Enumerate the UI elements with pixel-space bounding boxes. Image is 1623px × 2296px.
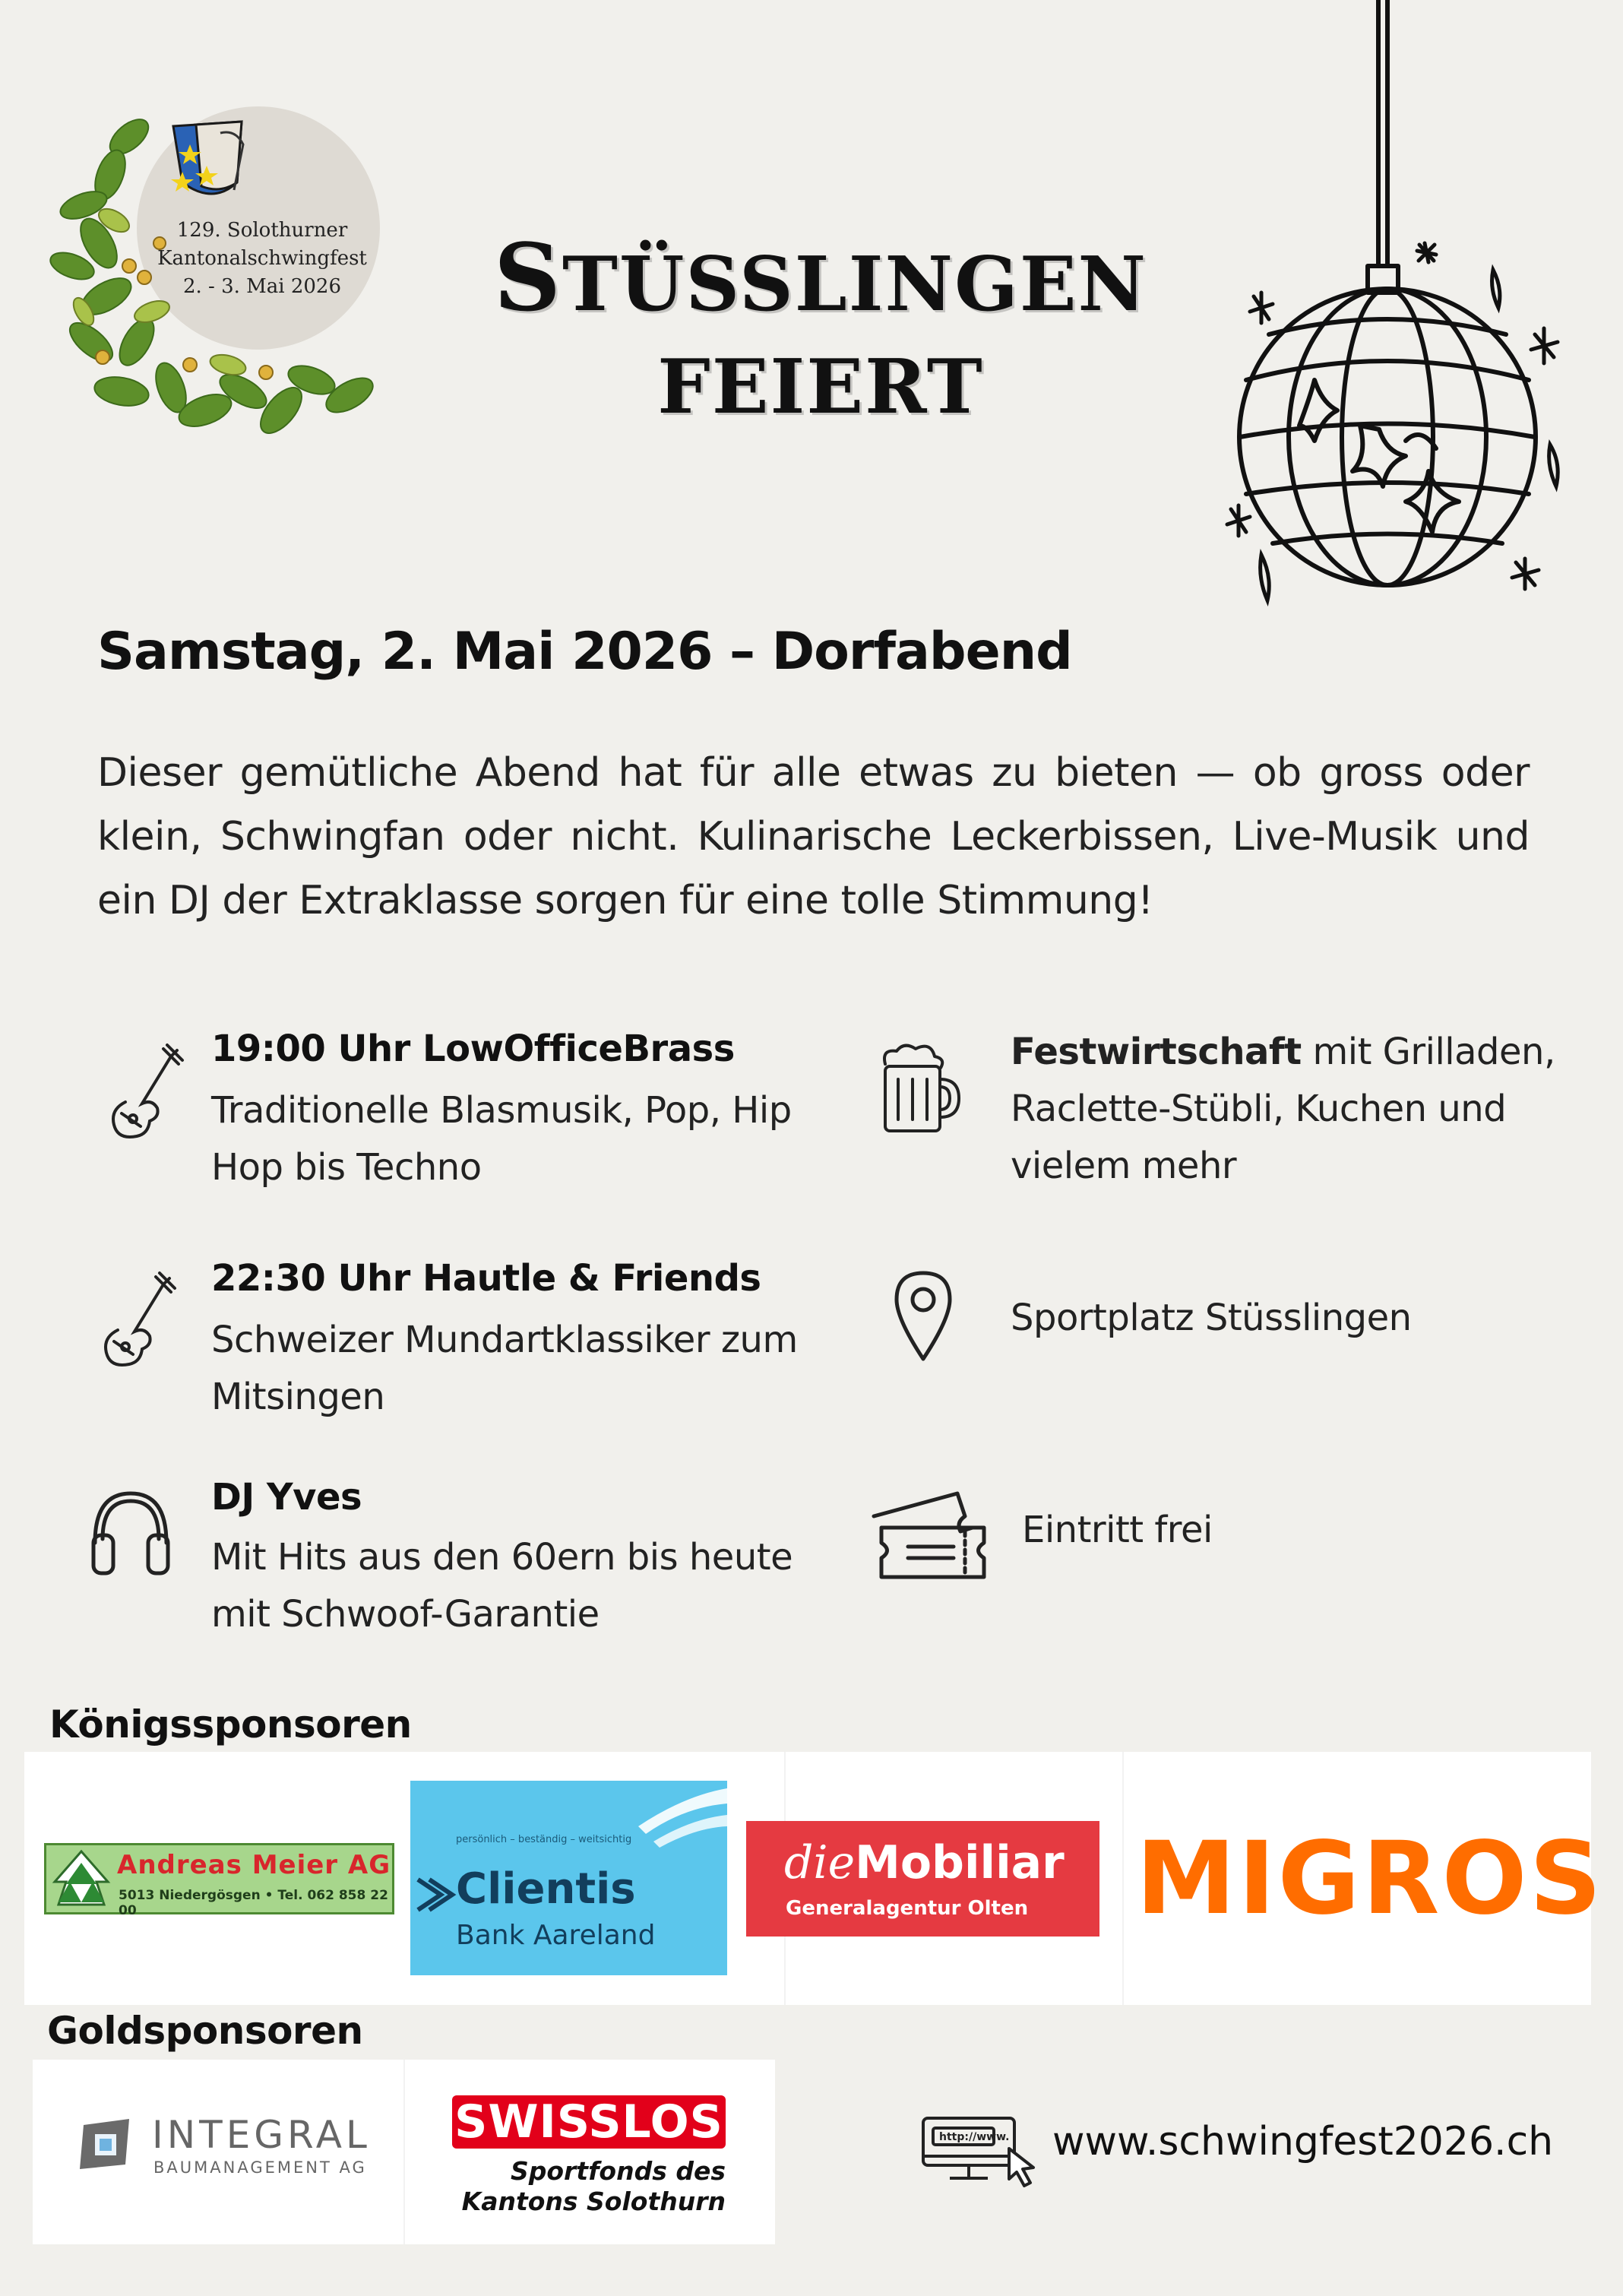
sponsor-andreas-meier[interactable]: [44, 1843, 394, 1918]
program-1-line-1: Traditionelle Blasmusik, Pop, Hip: [211, 1089, 792, 1132]
headphones-icon: [87, 1486, 175, 1577]
program-1-description: [211, 1082, 792, 1196]
program-1-line-2: Hop bis Techno: [211, 1146, 482, 1189]
emblem-line-2: Kantonalschwingfest: [157, 247, 367, 270]
guitar-icon: [103, 1041, 186, 1144]
program-3-description: [211, 1529, 793, 1643]
sponsor-mobiliar[interactable]: [746, 1821, 1099, 1937]
emblem-text: [152, 217, 372, 301]
program-2-line-2: Mitsingen: [211, 1376, 385, 1418]
sponsor-clientis-tagline: persönlich – beständig – weitsichtig: [456, 1834, 632, 1845]
sponsor-swisslos-line-1: Sportfonds des: [510, 2156, 726, 2186]
program-2-line-1: Schweizer Mundartklassiker zum: [211, 1319, 798, 1361]
sponsor-andreas-meier-address: 5013 Niedergösgen • Tel. 062 858 22 00: [119, 1888, 388, 1918]
goldsponsoren-label: Goldsponsoren: [47, 2009, 363, 2053]
location-pin-icon: [893, 1269, 954, 1364]
event-description: Dieser gemütliche Abend hat für alle etwas zu bieten — ob gross oder klein, Schwingfan oder nicht. Kulinarische Leckerbissen, Live-Musik und ein DJ der Extraklasse sorgen für eine tolle Stimmung!: [97, 750, 1530, 923]
sponsor-clientis[interactable]: [410, 1781, 727, 1975]
goldsponsoren-panel: [33, 2060, 775, 2244]
ticket-icon: [866, 1486, 992, 1585]
website-icon: [919, 2114, 1041, 2190]
location-text: Sportplatz Stüsslingen: [1011, 1297, 1412, 1339]
sponsor-migros[interactable]: MIGROS: [1136, 1820, 1604, 1937]
website-url[interactable]: www.schwingfest2026.ch: [1052, 2119, 1554, 2165]
guitar-icon: [95, 1269, 179, 1372]
emblem-line-1: 129. Solothurner: [176, 219, 348, 242]
program-3-line-2: mit Schwoof-Garantie: [211, 1593, 600, 1636]
koenigssponsoren-label: Königssponsoren: [49, 1702, 412, 1747]
food-info-line-2: Raclette-Stübli, Kuchen und: [1011, 1088, 1507, 1130]
sponsor-mobiliar-sub: Generalagentur Olten: [786, 1897, 1029, 1920]
title-line-2: FEIERT: [657, 344, 984, 431]
sponsor-clientis-name: Clientis: [456, 1864, 636, 1914]
sponsor-swisslos-line-2: Kantons Solothurn: [461, 2187, 726, 2216]
page-title: [426, 223, 1216, 441]
emblem-line-3: 2. - 3. Mai 2026: [182, 275, 342, 298]
website-icon-text: http://www.: [939, 2131, 1010, 2143]
title-initial: S: [493, 223, 563, 332]
title-line-1: TÜSSLINGEN: [562, 241, 1148, 328]
food-info: [1011, 1024, 1555, 1195]
sponsor-integral-name: INTEGRAL: [152, 2113, 371, 2157]
sponsor-integral-sub: BAUMANAGEMENT AG: [153, 2158, 367, 2177]
food-info-rest: mit Grilladen,: [1301, 1031, 1555, 1073]
food-info-bold: Festwirtschaft: [1011, 1031, 1302, 1073]
beer-mug-icon: [874, 1037, 965, 1136]
integral-logo-icon: [80, 2117, 133, 2171]
sponsor-clientis-sub: Bank Aareland: [456, 1920, 656, 1951]
sponsor-swisslos-name: SWISSLOS: [452, 2095, 726, 2149]
sponsor-mobiliar-name: Mobiliar: [855, 1836, 1065, 1889]
program-2-title: 22:30 Uhr Hautle & Friends: [211, 1257, 761, 1300]
entry-text: Eintritt frei: [1022, 1509, 1213, 1551]
sponsor-andreas-meier-name: Andreas Meier AG: [117, 1850, 391, 1880]
program-3-title: DJ Yves: [211, 1476, 362, 1519]
festival-emblem: [38, 91, 395, 456]
program-1-title: 19:00 Uhr LowOfficeBrass: [211, 1028, 735, 1070]
disco-ball-icon: [1216, 0, 1580, 608]
tree-icon: [51, 1848, 112, 1908]
program-3-line-1: Mit Hits aus den 60ern bis heute: [211, 1536, 793, 1579]
food-info-line-3: vielem mehr: [1011, 1145, 1237, 1187]
program-2-description: [211, 1312, 798, 1426]
event-subtitle: Samstag, 2. Mai 2026 – Dorfabend: [97, 622, 1072, 682]
sponsor-mobiliar-prefix: die: [784, 1836, 856, 1889]
